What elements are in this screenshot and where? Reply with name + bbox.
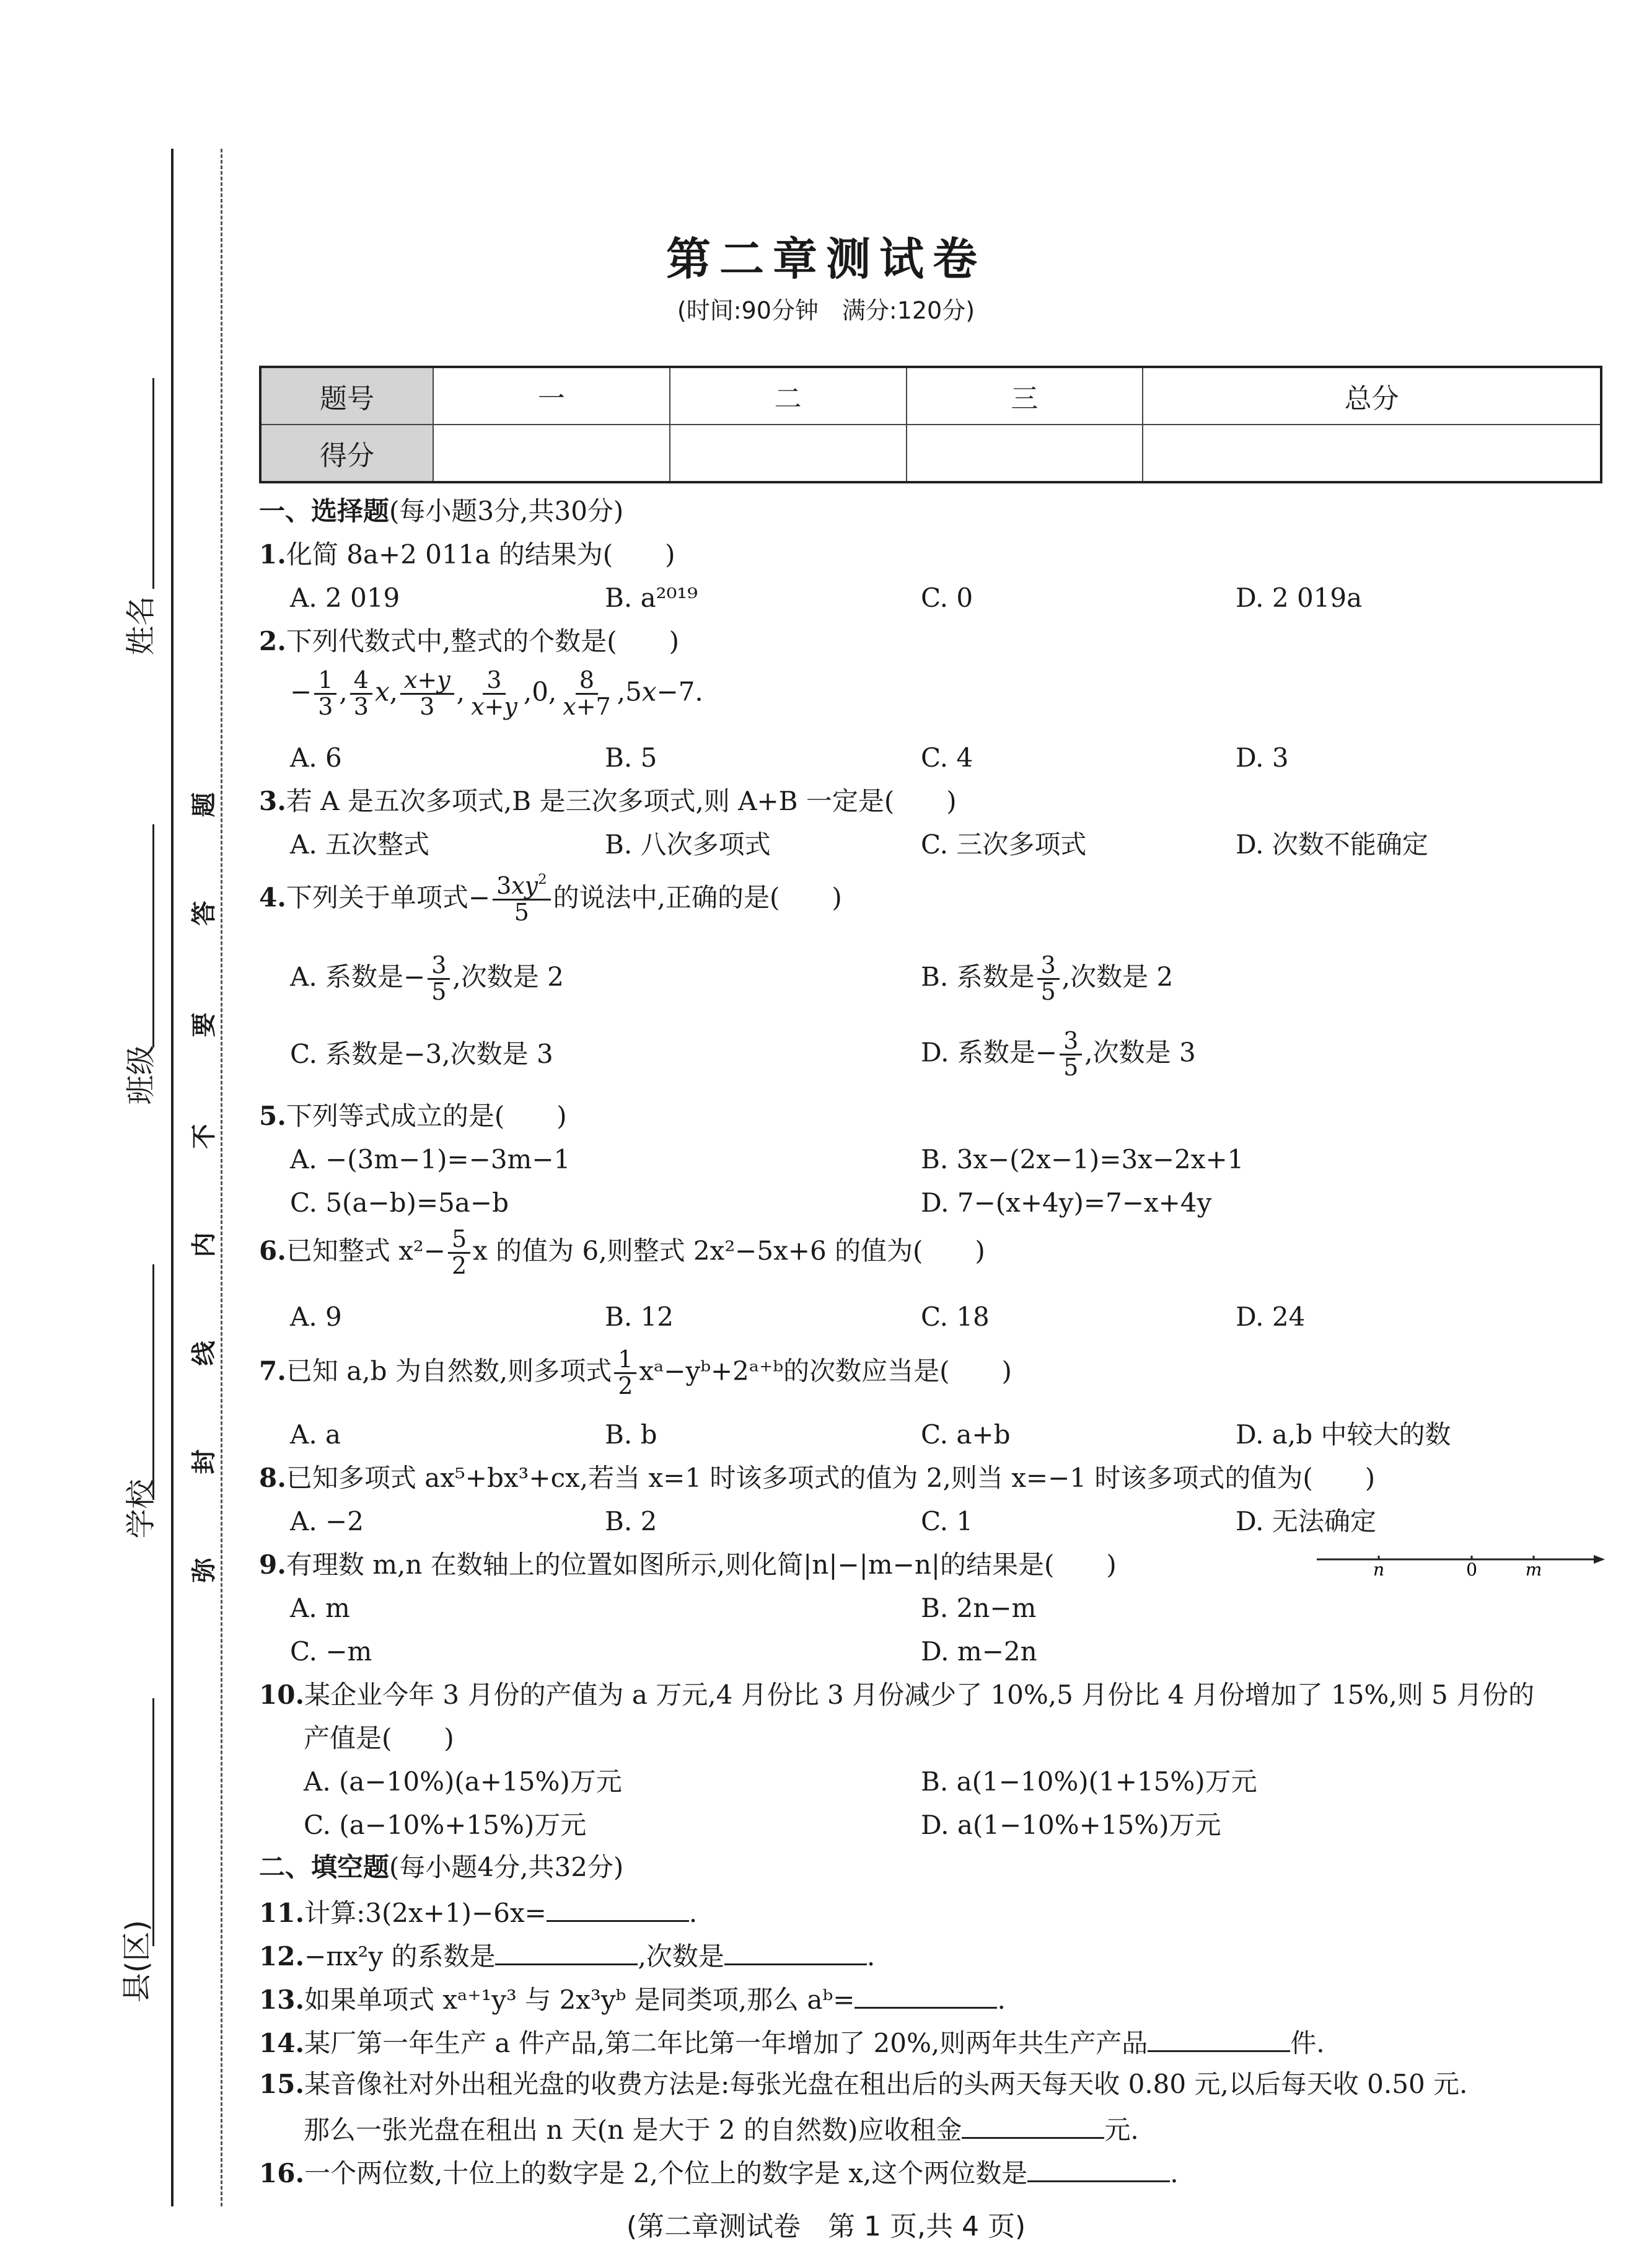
section1-title: 一、选择题 [259,496,390,526]
question-15-continued: 那么一张光盘在租出 n 天(n 是大于 2 的自然数)应收租金 元. [304,2115,1139,2145]
question-stem: 下列关于单项式− [286,882,491,913]
option-d: D. a,b 中较大的数 [1236,1419,1451,1450]
score-head-cell: 三 [907,367,1143,425]
option-c: C. 系数是−3,次数是 3 [290,1039,553,1069]
name-label: 姓名 [123,596,159,656]
option-b: B. 八次多项式 [605,829,771,860]
option-d: D. 24 [1236,1302,1306,1332]
score-head-cell: 二 [670,367,907,425]
section2-title: 二、填空题 [259,1852,390,1882]
answer-blank[interactable] [1148,2028,1290,2052]
question-15: 15.某音像社对外出租光盘的收费方法是:每张光盘在租出后的头两天每天收 0.80 元,以后每天收 0.50 元. [259,2069,1468,2099]
fraction: $\frac{1}{2}$ [614,1347,636,1399]
option-a: A. a [290,1419,341,1450]
question-number: 4. [259,882,286,913]
class-label: 班级 [123,1045,159,1105]
score-table-score-row [260,425,1601,482]
fraction: $\frac{3xy^2}{5}$ [493,874,551,925]
option-c: C. 5(a−b)=5a−b [290,1187,509,1218]
section1-note: (每小题3分,共30分) [389,496,624,526]
seal-char: 弥 [190,1558,219,1583]
score-head-cell: 总分 [1143,367,1601,425]
question-stem: xᵃ−yᵇ+2ᵃ⁺ᵇ的次数应当是( ) [639,1355,1012,1386]
option-c: C. −m [290,1636,372,1667]
score-cell[interactable] [907,425,1143,482]
fraction: $\frac{5}{2}$ [448,1227,470,1279]
label-0: 0 [1466,1559,1477,1578]
score-cell[interactable] [433,425,670,482]
fraction: $\frac{3}{5}$ [428,953,450,1005]
answer-blank[interactable] [1027,2158,1170,2182]
fraction: $\frac{x+y}{3}$ [400,668,454,720]
option-c: C. 1 [921,1506,973,1536]
fraction: $\frac{1}{3}$ [314,668,336,720]
question-16: 16.一个两位数,十位上的数字是 2,个位上的数字是 x,这个两位数是 . [259,2158,1179,2188]
question-number: 14. [259,2028,305,2058]
option-b: B. a²⁰¹⁹ [605,583,698,613]
fraction: $\frac{4}{3}$ [350,668,372,720]
answer-blank[interactable] [495,1941,638,1965]
question-9 [259,1549,1117,1580]
question-10 [259,1682,1534,1708]
option-c: C. a+b [921,1419,1011,1450]
seal-char: 答 [190,901,219,926]
option-a: A. 系数是− $\frac{3}{5}$ ,次数是 2 [290,951,564,1005]
question-stem: 已知 a,b 为自然数,则多项式 [286,1355,612,1386]
number-line-arrow [1594,1555,1605,1564]
option-a: A. −(3m−1)=−3m−1 [290,1144,571,1174]
option-d: D. m−2n [921,1636,1037,1667]
question-number: 7. [259,1355,286,1386]
section2-header [259,1854,623,1880]
question-stem: 下列代数式中,整式的个数是( ) [286,626,679,656]
seal-char: 不 [190,1124,219,1149]
question-11: 11.计算:3(2x+1)−6x= . [259,1898,698,1928]
score-cell[interactable] [670,425,907,482]
option-b: B. 12 [605,1302,674,1332]
question-stem: 下列等式成立的是( ) [286,1101,567,1131]
option-b: B. 5 [605,742,657,773]
question-3 [259,788,957,814]
question-number: 16. [259,2158,305,2188]
answer-blank[interactable] [855,1985,997,2009]
question-stem: 化简 8a+2 011a 的结果为( ) [286,539,675,570]
binding-solid-line [171,149,174,2206]
fraction: $\frac{3}{5}$ [1037,953,1060,1005]
binding-dashed-line [221,149,222,2206]
score-head-cell: 题号 [260,367,433,425]
score-table-header-row [260,367,1601,425]
option-a: A. 五次整式 [290,829,430,860]
option-d: D. 3 [1236,742,1289,773]
question-7 [259,1347,1012,1399]
question-1 [259,539,675,570]
option-c: C. 18 [921,1302,990,1332]
question-8 [259,1465,1375,1491]
fraction: $\frac{8}{x+7}$ [563,666,611,720]
section2-note: (每小题4分,共32分) [389,1852,624,1882]
option-c: C. 三次多项式 [921,829,1087,860]
seal-char: 要 [190,1012,219,1038]
county-label: 县(区) [120,1919,155,2003]
score-row-label: 得分 [260,425,433,482]
option-d: D. 无法确定 [1236,1506,1376,1536]
question-number: 9. [259,1549,286,1580]
q2-expression-list: − $\frac{1}{3}$ , $\frac{4}{3}$ x, $\frac{x+y}{3}$ , $\frac{3}{x+y}$ ,0, $\frac{8}{x+7}$ ,5x−7. [290,666,703,720]
question-number: 10. [259,1680,305,1710]
seal-char: 题 [190,792,219,817]
option-b: B. 2n−m [921,1593,1037,1623]
question-number: 13. [259,1985,305,2015]
option-c: C. 4 [921,742,973,773]
question-number: 3. [259,786,286,816]
school-fill-line [152,1264,154,1500]
question-number: 2. [259,626,286,656]
question-stem: 若 A 是五次多项式,B 是三次多项式,则 A+B 一定是( ) [286,786,957,816]
question-12: 12.−πx²y 的系数是 ,次数是 . [259,1941,876,1972]
option-a: A. 2 019 [290,583,400,613]
county-fill-line [152,1698,154,1946]
question-number: 6. [259,1235,286,1266]
fraction: $\frac{3}{x+y}$ [471,666,517,720]
option-b: B. 系数是 $\frac{3}{5}$ ,次数是 2 [921,951,1174,1005]
question-stem: x 的值为 6,则整式 2x²−5x+6 的值为( ) [473,1235,985,1266]
question-number: 8. [259,1463,286,1493]
option-b: B. a(1−10%)(1+15%)万元 [921,1766,1257,1797]
answer-blank[interactable] [724,1941,867,1965]
option-b: B. 2 [605,1506,657,1536]
question-stem: 某企业今年 3 月份的产值为 a 万元,4 月份比 3 月份减少了 10%,5 月份比 4 月份增加了 15%,则 5 月份的 [304,1680,1535,1710]
seal-char: 线 [190,1341,219,1366]
score-table [259,366,1602,483]
question-stem: 已知整式 x²− [286,1235,446,1266]
school-label: 学校 [123,1479,159,1539]
label-m: m [1525,1559,1542,1578]
page-footer: (第二章测试卷 第 1 页,共 4 页) [626,2211,1026,2242]
option-a: A. −2 [290,1506,364,1536]
page-title: 第二章测试卷 [666,233,986,285]
question-4 [259,871,842,926]
fraction: $\frac{3}{5}$ [1060,1029,1082,1080]
question-5 [259,1103,567,1129]
question-2 [259,628,679,654]
question-number: 1. [259,539,286,570]
question-10-continued: 产值是( ) [304,1723,454,1753]
question-number: 15. [259,2069,305,2099]
seal-char: 内 [190,1232,219,1258]
option-d: D. 次数不能确定 [1236,829,1428,860]
answer-blank[interactable] [547,1898,689,1922]
question-stem: 已知多项式 ax⁵+bx³+cx,若当 x=1 时该多项式的值为 2,则当 x=−1 时该多项式的值为( ) [286,1463,1376,1493]
score-head-cell: 一 [433,367,670,425]
label-n: n [1373,1559,1385,1578]
question-number: 11. [259,1898,305,1928]
option-a: A. 6 [290,742,342,773]
question-14: 14.某厂第一年生产 a 件产品,第二年比第一年增加了 20%,则两年共生产产品 件. [259,2028,1325,2058]
option-d: D. 7−(x+4y)=7−x+4y [921,1187,1212,1218]
option-b: B. 3x−(2x−1)=3x−2x+1 [921,1144,1244,1174]
question-6 [259,1227,985,1279]
option-c: C. (a−10%+15%)万元 [304,1810,587,1840]
number-line-figure [1314,1553,1605,1578]
section1-header [259,498,623,524]
class-fill-line [152,824,154,1047]
option-b: B. b [605,1419,657,1450]
option-a: A. (a−10%)(a+15%)万元 [304,1766,622,1797]
option-d: D. 系数是− $\frac{3}{5}$ ,次数是 3 [921,1027,1196,1081]
question-number: 12. [259,1941,305,1972]
option-d: D. 2 019a [1236,583,1363,613]
question-number: 5. [259,1101,286,1131]
option-c: C. 0 [921,583,973,613]
score-cell[interactable] [1143,425,1601,482]
option-a: A. 9 [290,1302,342,1332]
page-subtitle: (时间:90分钟 满分:120分) [677,297,975,324]
answer-blank[interactable] [962,2115,1104,2139]
seal-char: 封 [190,1449,219,1474]
question-stem: 的说法中,正确的是( ) [553,882,842,913]
option-d: D. a(1−10%+15%)万元 [921,1810,1221,1840]
option-a: A. m [290,1593,350,1623]
question-stem: 有理数 m,n 在数轴上的位置如图所示,则化简|n|−|m−n|的结果是( ) [286,1549,1117,1580]
question-13: 13.如果单项式 xᵃ⁺¹y³ 与 2x³yᵇ 是同类项,那么 aᵇ= . [259,1985,1006,2015]
name-fill-line [152,378,154,589]
